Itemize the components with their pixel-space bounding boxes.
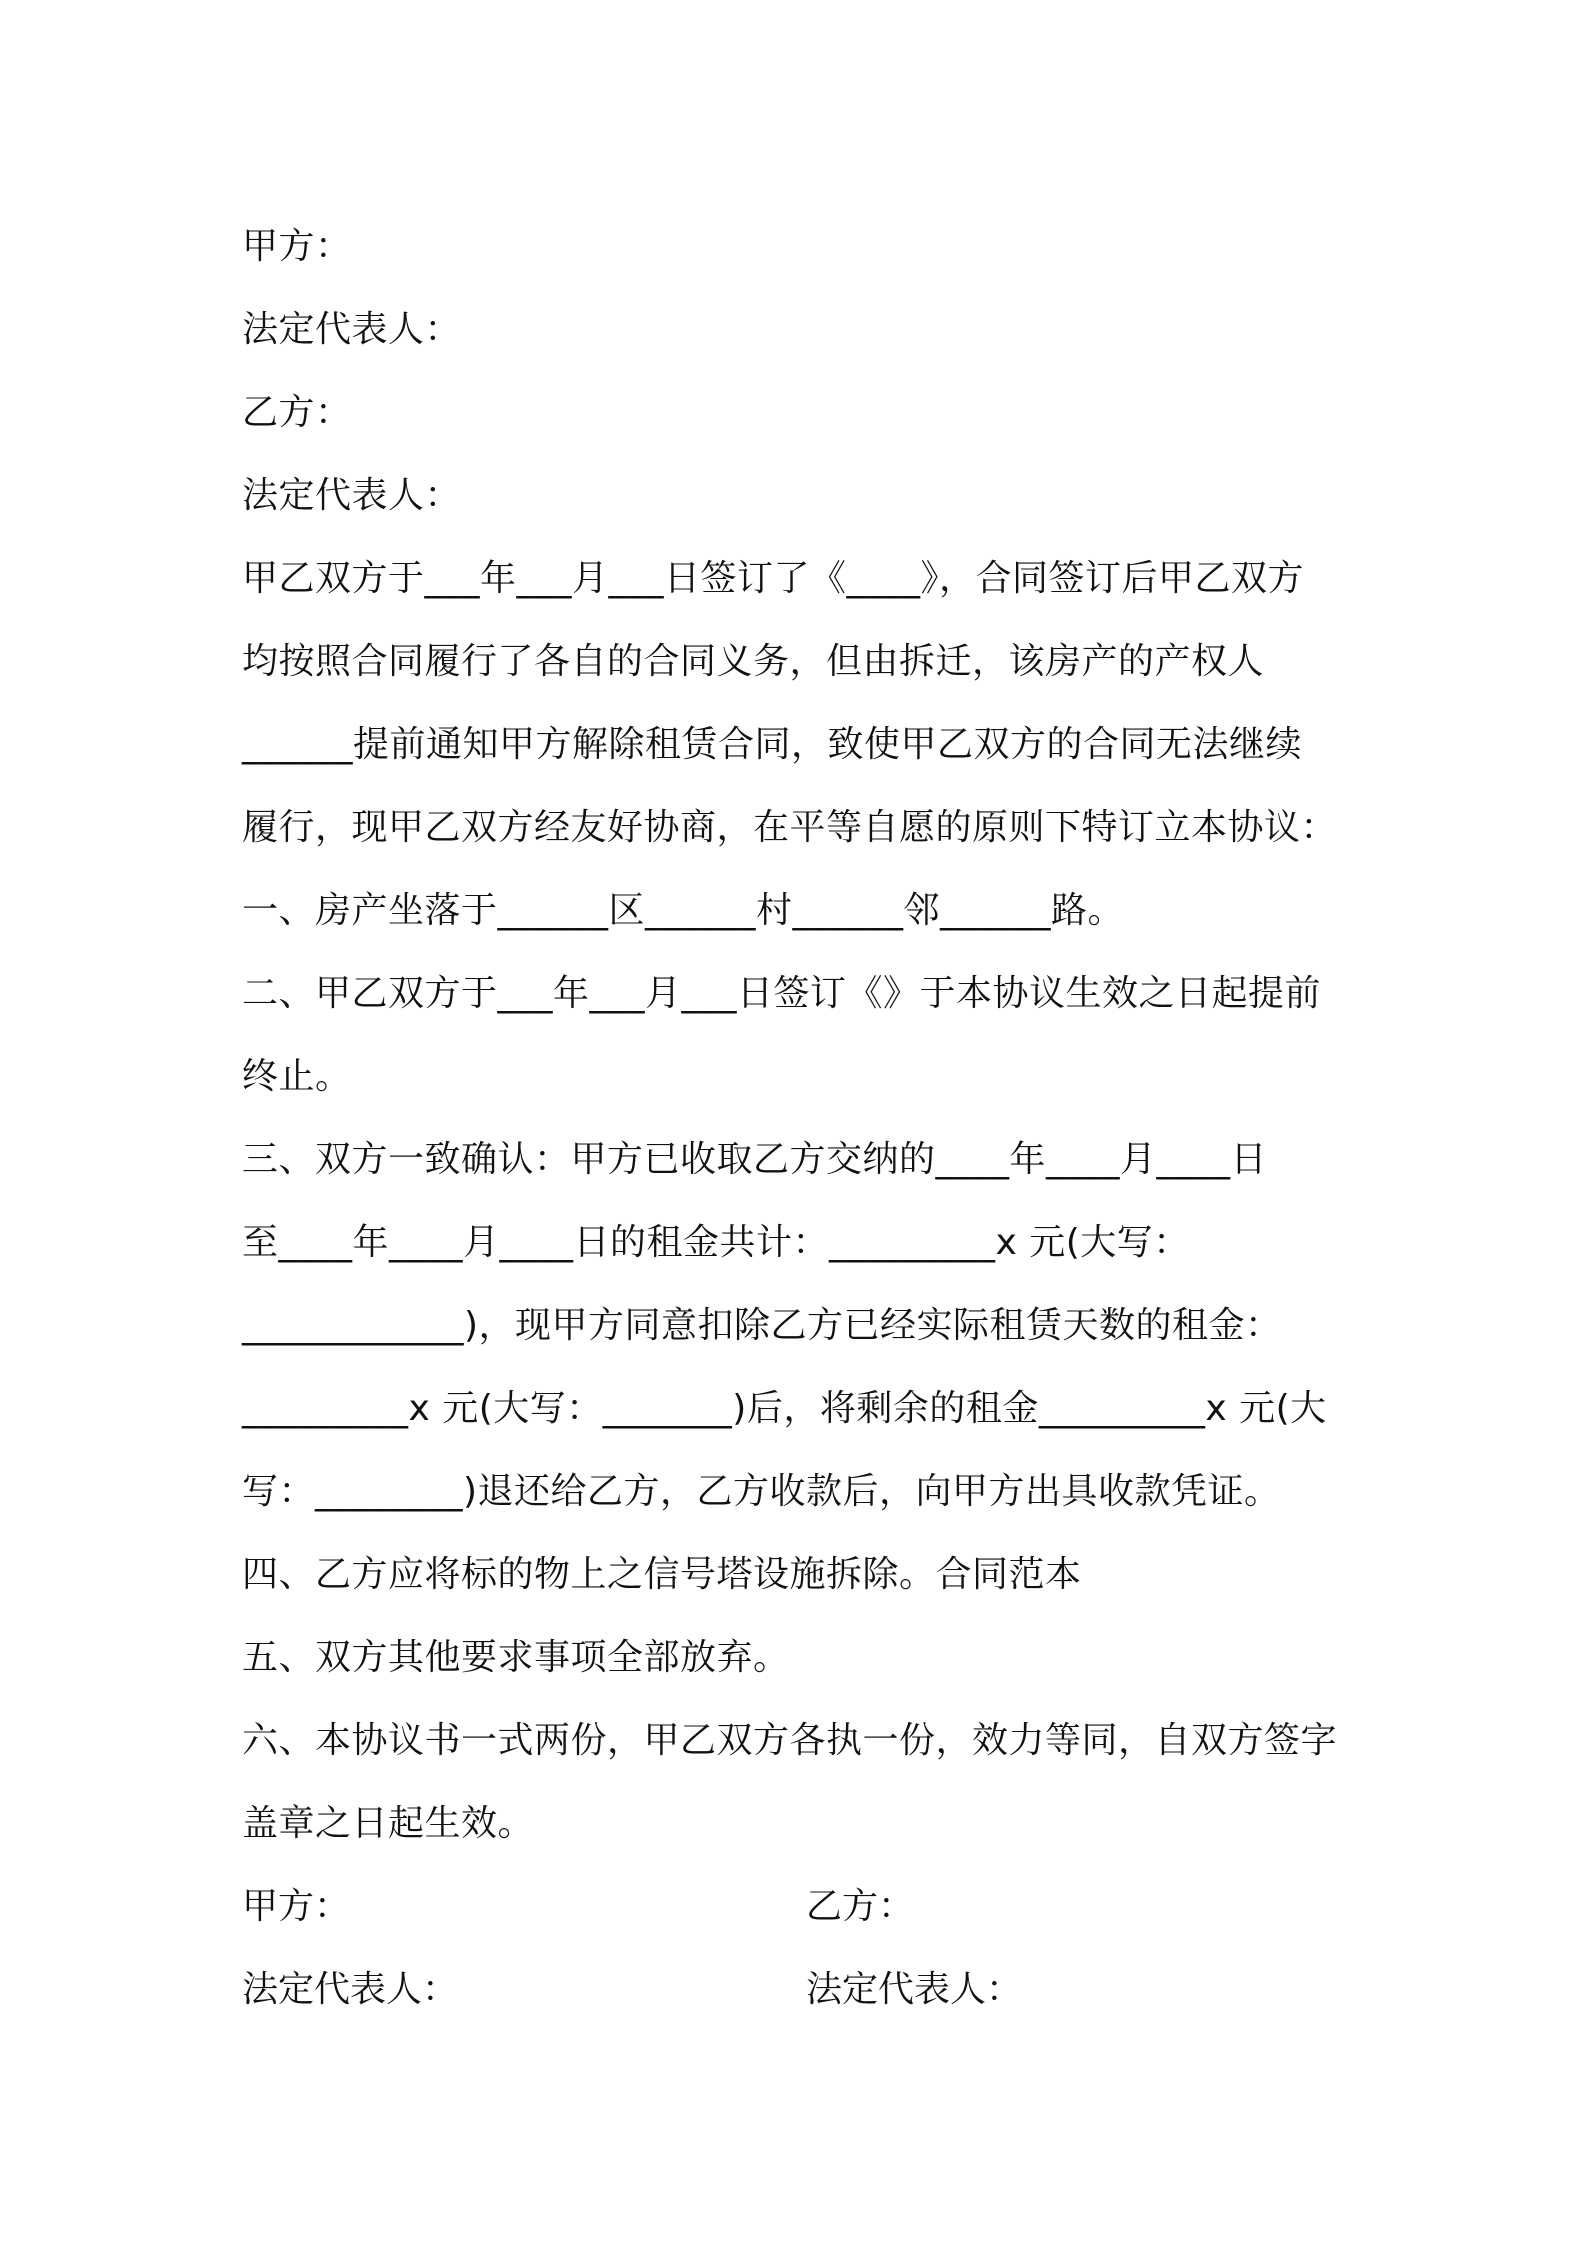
clause-3-continued: ____________)，现甲方同意扣除乙方已经实际租赁天数的租金： [242,1305,1282,1346]
clause-2: 二、甲乙双方于___年___月___日签订《》于本协议生效之日起提前 [242,973,1322,1014]
clause-3: 三、双方一致确认：甲方已收取乙方交纳的____年____月____日 [242,1139,1268,1180]
body-line: ______提前通知甲方解除租赁合同，致使甲乙双方的合同无法继续 [242,724,1303,765]
clause-6: 六、本协议书一式两份，甲乙双方各执一份，效力等同，自双方签字 [242,1720,1338,1761]
clause-4: 四、乙方应将标的物上之信号塔设施拆除。合同范本 [242,1554,1082,1595]
contract-text [242,205,1357,2031]
signature-party-b-label: 乙方： [806,1886,915,1927]
party-b-representative-label: 法定代表人： [242,475,462,516]
clause-1: 一、房产坐落于______区______村______邻______路。 [242,890,1125,931]
body-line: 均按照合同履行了各自的合同义务，但由拆迁，该房产的产权人 [242,641,1265,682]
body-line: 履行，现甲乙双方经友好协商，在平等自愿的原则下特订立本协议： [242,807,1338,848]
signature-party-row [242,1865,1357,1948]
party-a-representative-label: 法定代表人： [242,309,462,350]
clause-3-continued: 写：________)退还给乙方，乙方收款后，向甲方出具收款凭证。 [242,1471,1281,1512]
clause-6-continued: 盖章之日起生效。 [242,1803,535,1844]
signature-representative-row [242,1948,1357,2031]
party-b-label: 乙方： [242,392,352,433]
clause-5: 五、双方其他要求事项全部放弃。 [242,1637,790,1678]
body-line: 甲乙双方于___年___月___日签订了《____》，合同签订后甲乙双方 [242,558,1305,599]
party-a-label: 甲方： [242,226,352,267]
clause-3-continued: 至____年____月____日的租金共计：_________x 元(大写： [242,1222,1190,1263]
signature-party-b-representative-label: 法定代表人： [806,1969,1023,2010]
signature-party-a-representative-label: 法定代表人： [242,1969,459,2010]
signature-party-a-label: 甲方： [242,1886,351,1927]
clause-3-continued: _________x 元(大写：_______)后，将剩余的租金_________x 元(大 [242,1388,1327,1429]
clause-2-continued: 终止。 [242,1056,352,1097]
